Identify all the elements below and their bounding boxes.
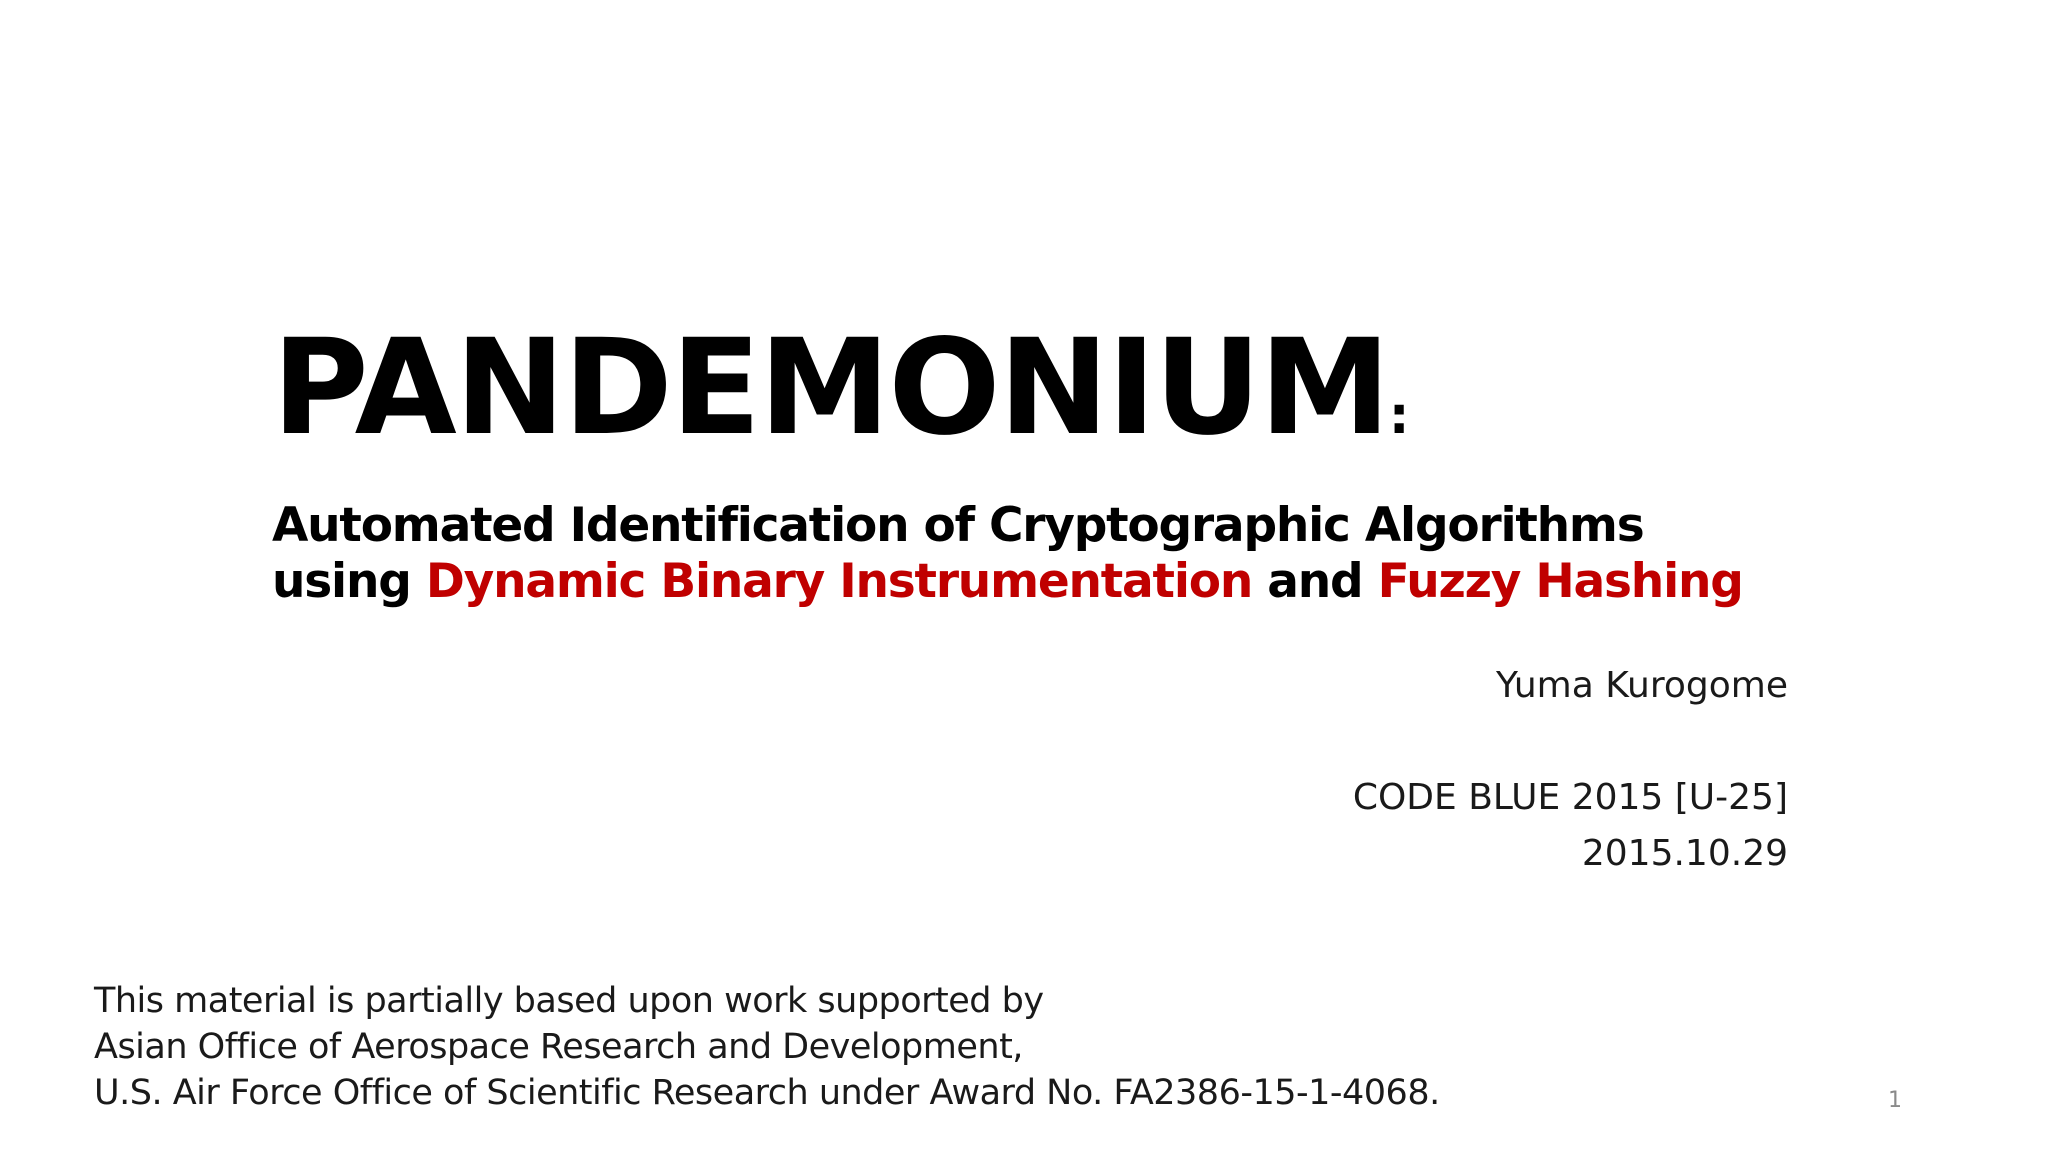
event-name: CODE BLUE 2015 [U-25] bbox=[1352, 777, 1788, 818]
slide-title bbox=[272, 311, 1792, 486]
acknowledgement-line-2: Asian Office of Aerospace Research and Development, bbox=[94, 1027, 1023, 1067]
slide-title-colon: : bbox=[1388, 386, 1410, 446]
presenter-info bbox=[1353, 658, 1788, 882]
page-number: 1 bbox=[1888, 1088, 1902, 1113]
acknowledgement bbox=[94, 978, 1440, 1116]
acknowledgement-line-3: U.S. Air Force Office of Scientific Research under Award No. FA2386-15-1-4068. bbox=[94, 1073, 1440, 1113]
presentation-date: 2015.10.29 bbox=[1581, 833, 1788, 874]
subtitle-line-2-part-2: and bbox=[1252, 554, 1378, 609]
subtitle-line-2 bbox=[272, 554, 1792, 610]
author-name: Yuma Kurogome bbox=[1495, 665, 1788, 706]
title-block bbox=[272, 311, 1792, 610]
slide-subtitle bbox=[272, 498, 1792, 610]
subtitle-highlight-fuzzy-hashing: Fuzzy Hashing bbox=[1377, 554, 1743, 609]
subtitle-line-2-part-1: using bbox=[272, 554, 426, 609]
subtitle-line-1: Automated Identification of Cryptographic Algorithms bbox=[272, 498, 1644, 553]
subtitle-highlight-dbi: Dynamic Binary Instrumentation bbox=[425, 554, 1253, 609]
slide-title-text: PANDEMONIUM bbox=[272, 311, 1389, 465]
acknowledgement-line-1: This material is partially based upon work supported by bbox=[94, 981, 1044, 1021]
